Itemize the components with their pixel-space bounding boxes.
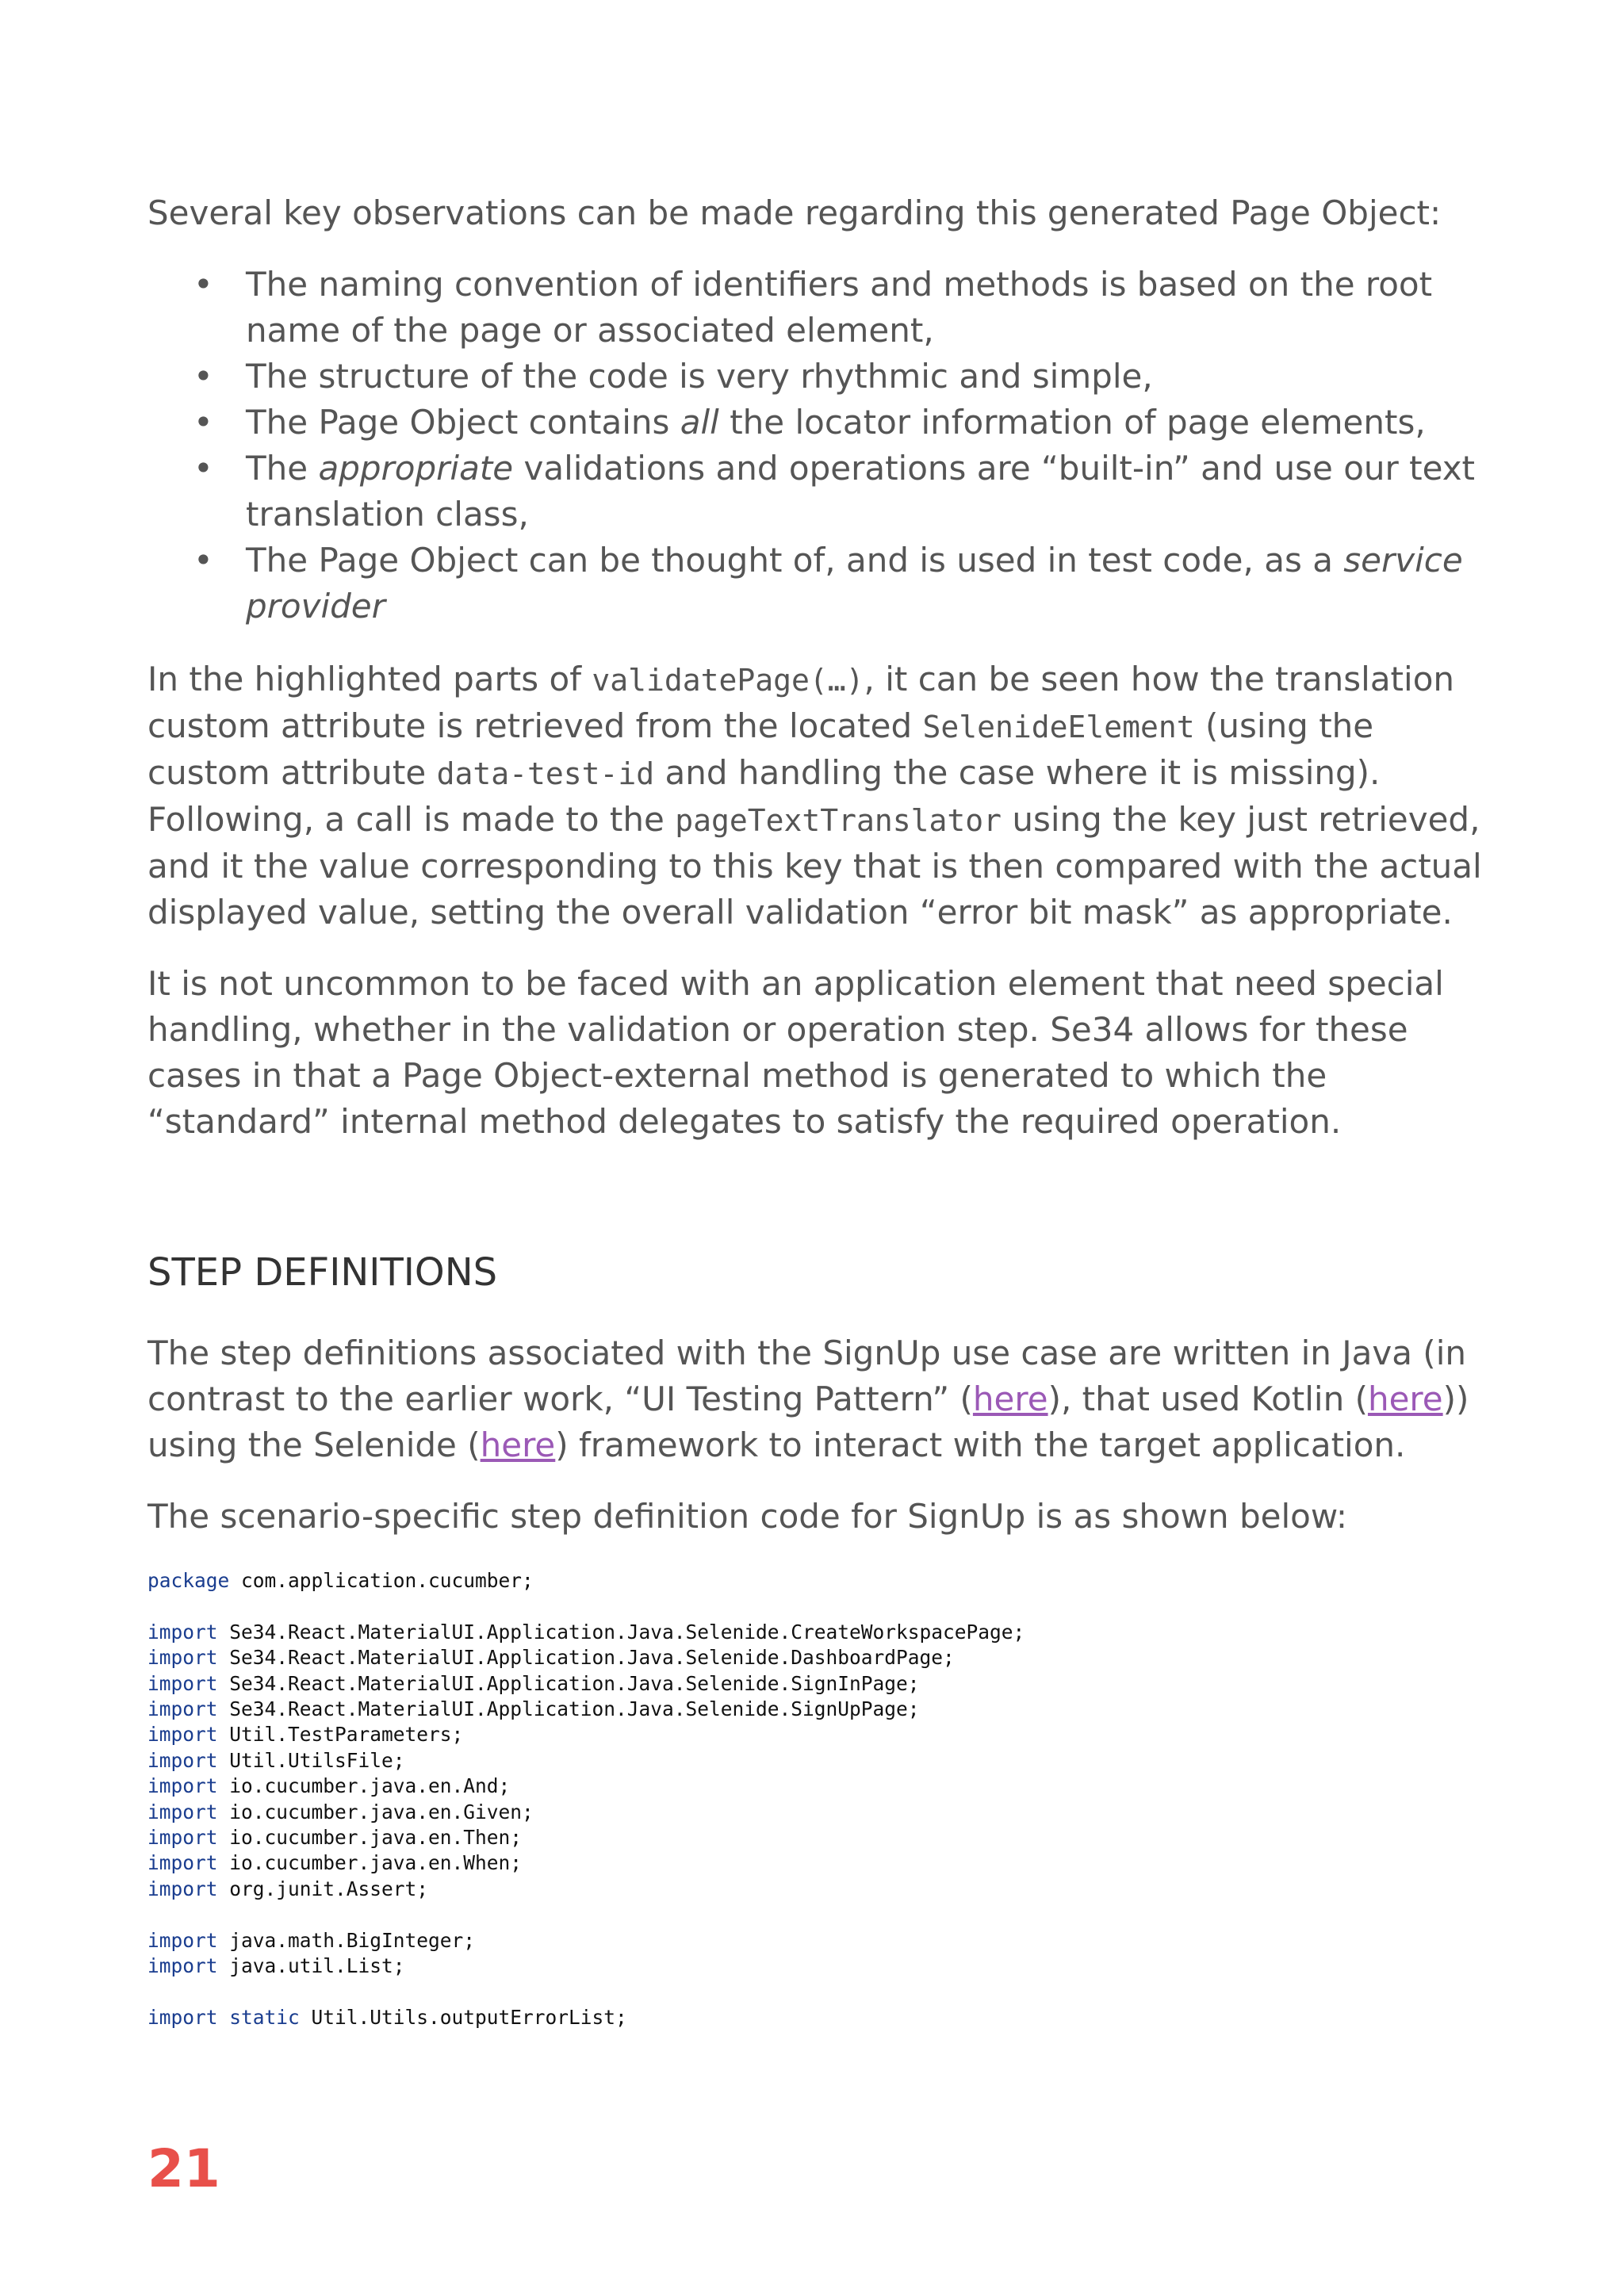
emphasis-text: all — [680, 403, 719, 442]
code-line: import Se34.React.MaterialUI.Application.Java.Selenide.SignInPage; — [147, 1671, 920, 1695]
code-block — [147, 1568, 1488, 2030]
here-link[interactable]: here — [1367, 1380, 1443, 1418]
inline-code: pageTextTranslator — [675, 803, 1002, 838]
list-item: • The Page Object contains all the locator information of page elements, — [147, 400, 1488, 446]
emphasis-text: appropriate — [318, 449, 514, 488]
page-number: 21 — [147, 2138, 220, 2199]
code-intro-paragraph: The scenario-specific step definition code for SignUp is as shown below: — [147, 1497, 1348, 1536]
list-item: • The structure of the code is very rhythmic and simple, — [147, 354, 1488, 400]
bullet-icon: • — [193, 449, 213, 488]
page-content — [147, 190, 1488, 2030]
code-line: import io.cucumber.java.en.Then; — [147, 1826, 523, 1850]
code-line: import static Util.Utils.outputErrorList; — [147, 2005, 627, 2029]
step-definitions-paragraph: The step definitions associated with the SignUp use case are written in Java (in contrast to the earlier work, “UI Testing Pattern” (here), that used Kotlin (here)) using the Selenide (here) framework to interact with the target application. — [147, 1334, 1469, 1464]
validation-paragraph: In the highlighted parts of validatePage(…), it can be seen how the translation custom attribute is retrieved from the located SelenideElement (using the custom attribute data-test-id and handling the case where it is missing). Following, a call is made to the pageTextTranslator using the key just retrieved, and it the value corresponding to this key that is then compared with the actual displayed value, setting the overall validation “error bit mask” as appropriate. — [147, 660, 1482, 932]
code-line: package com.application.cucumber; — [147, 1569, 534, 1592]
code-line: import java.math.BigInteger; — [147, 1928, 476, 1952]
bullet-icon: • — [193, 541, 213, 580]
code-line: import Util.UtilsFile; — [147, 1748, 405, 1772]
intro-paragraph: Several key observations can be made regarding this generated Page Object: — [147, 193, 1442, 232]
code-line: import Se34.React.MaterialUI.Application.Java.Selenide.CreateWorkspacePage; — [147, 1620, 1025, 1644]
list-item: • The appropriate validations and operations are “built-in” and use our text translation class, — [147, 446, 1488, 538]
observations-list — [147, 262, 1488, 629]
imports-group — [147, 1620, 1488, 1902]
code-line: import java.util.List; — [147, 1954, 405, 1978]
imports-group — [147, 1928, 1488, 1980]
bullet-icon: • — [193, 265, 213, 304]
here-link[interactable]: here — [972, 1380, 1048, 1418]
code-line: import org.junit.Assert; — [147, 1877, 429, 1900]
code-line: import io.cucumber.java.en.When; — [147, 1851, 523, 1875]
code-line: import io.cucumber.java.en.And; — [147, 1774, 511, 1798]
inline-code: validatePage(…) — [592, 663, 864, 698]
code-line: import Se34.React.MaterialUI.Application.Java.Selenide.DashboardPage; — [147, 1646, 955, 1670]
bullet-icon: • — [193, 403, 213, 442]
code-line: import Util.TestParameters; — [147, 1723, 464, 1747]
here-link[interactable]: here — [480, 1425, 556, 1464]
code-line: import io.cucumber.java.en.Given; — [147, 1800, 534, 1823]
inline-code: SelenideElement — [922, 710, 1195, 744]
list-item: • The naming convention of identifiers and methods is based on the root name of the page or associated element, — [147, 262, 1488, 354]
inline-code: data-test-id — [436, 756, 655, 791]
list-item: • The Page Object can be thought of, and is used in test code, as a service provider — [147, 538, 1488, 629]
special-handling-paragraph: It is not uncommon to be faced with an application element that need special handling, whether in the validation or operation step. Se34 allows for these cases in that a Page Object-external method is generated to which the “standard” internal method delegates to satisfy the required operation. — [147, 964, 1444, 1141]
bullet-icon: • — [193, 357, 213, 396]
emphasis-text: service provider — [246, 541, 1463, 626]
section-heading: STEP DEFINITIONS — [147, 1250, 498, 1295]
code-line: import Se34.React.MaterialUI.Application.Java.Selenide.SignUpPage; — [147, 1697, 920, 1721]
